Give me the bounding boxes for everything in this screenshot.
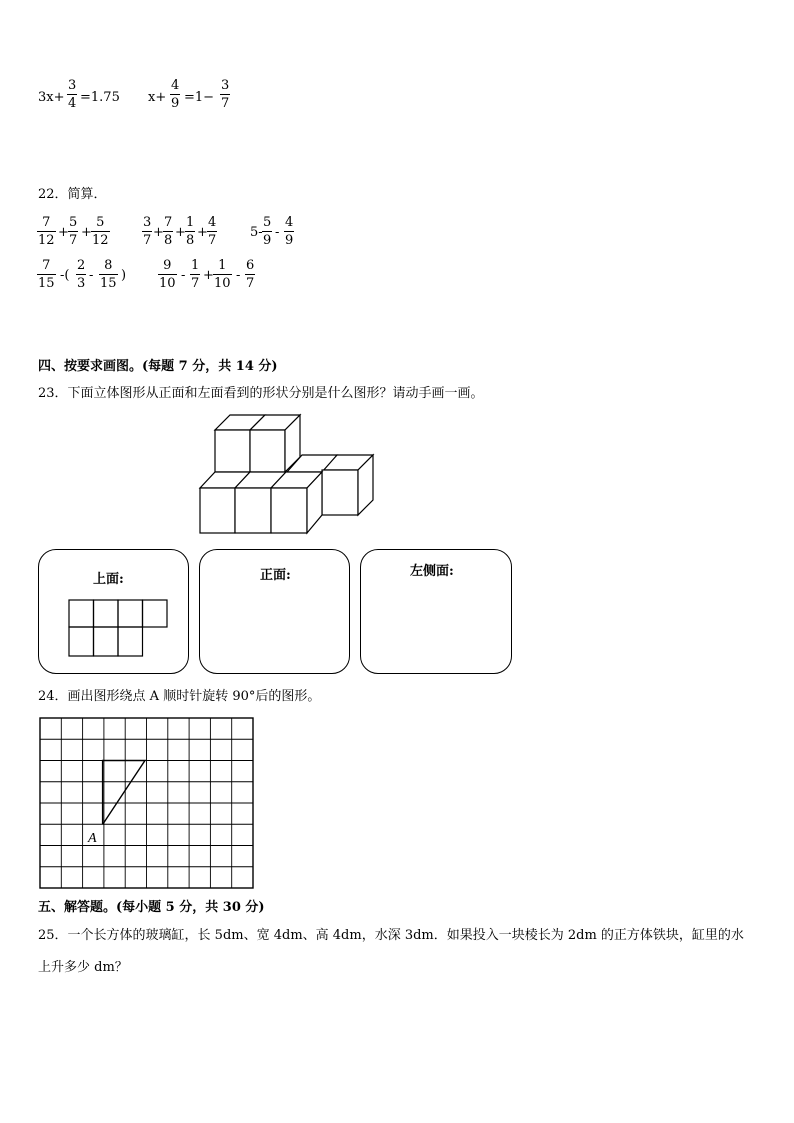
fraction: 8 15 <box>100 258 117 291</box>
eq1-lhs: 3x+ <box>38 90 65 105</box>
fraction: 1 7 <box>191 258 200 291</box>
triangle-shape <box>103 761 145 825</box>
eq2-lhs: x+ <box>148 90 167 105</box>
eq2-mid: =1− <box>184 90 215 105</box>
left-view-label: 左侧面: <box>410 564 454 579</box>
operator: + <box>81 225 92 240</box>
fraction: 1 10 <box>214 258 231 291</box>
q25-line2: 上升多少 dm？ <box>38 960 128 975</box>
operator: -( <box>60 268 70 283</box>
operator: ) <box>121 268 127 283</box>
operator: - <box>89 268 94 283</box>
operator: + <box>175 225 186 240</box>
operator: + <box>197 225 208 240</box>
fraction: 7 8 <box>164 215 173 248</box>
eq1-fraction: 3 4 <box>68 78 77 111</box>
top-view-label: 上面: <box>93 572 124 587</box>
operator: 5- <box>250 225 263 240</box>
q22-title: 22．简算． <box>38 187 107 202</box>
cube-solid-figure <box>195 410 380 540</box>
section-4-heading: 四、按要求画图。(每题 7 分，共 14 分) <box>38 359 278 374</box>
fraction: 1 8 <box>186 215 195 248</box>
q24-text: 24．画出图形绕点 A 顺时针旋转 90°后的图形。 <box>38 689 321 704</box>
left-view-panel[interactable] <box>360 549 512 674</box>
fraction: 4 9 <box>285 215 294 248</box>
fraction: 7 15 <box>38 258 55 291</box>
fraction: 5 7 <box>69 215 78 248</box>
operator: - <box>181 268 186 283</box>
q25-line1: 25．一个长方体的玻璃缸，长 5dm、宽 4dm、高 4dm，水深 3dm．如果投入一块棱长为 2dm 的正方体铁块，缸里的水 <box>38 928 744 943</box>
fraction: 7 12 <box>38 215 55 248</box>
eq1-rhs: =1.75 <box>80 90 120 105</box>
top-view-grid <box>68 599 170 659</box>
fraction: 9 10 <box>159 258 176 291</box>
operator: + <box>58 225 69 240</box>
fraction: 5 9 <box>263 215 272 248</box>
eq2-fraction-2: 3 7 <box>221 78 230 111</box>
eq2-fraction-1: 4 9 <box>171 78 180 111</box>
top-view-panel <box>38 549 189 674</box>
front-view-label: 正面: <box>260 568 291 583</box>
front-view-panel[interactable] <box>199 549 350 674</box>
section-5-heading: 五、解答题。(每小题 5 分，共 30 分) <box>38 900 265 915</box>
operator: - <box>236 268 241 283</box>
fraction: 3 7 <box>143 215 152 248</box>
point-a-label: A <box>88 831 97 846</box>
fraction: 6 7 <box>246 258 255 291</box>
q23-text: 23．下面立体图形从正面和左面看到的形状分别是什么图形？请动手画一画。 <box>38 386 484 401</box>
operator: - <box>275 225 280 240</box>
operator: + <box>153 225 164 240</box>
fraction: 4 7 <box>208 215 217 248</box>
fraction: 5 12 <box>92 215 109 248</box>
rotation-grid[interactable] <box>38 716 256 891</box>
fraction: 2 3 <box>77 258 86 291</box>
operator: + <box>203 268 214 283</box>
